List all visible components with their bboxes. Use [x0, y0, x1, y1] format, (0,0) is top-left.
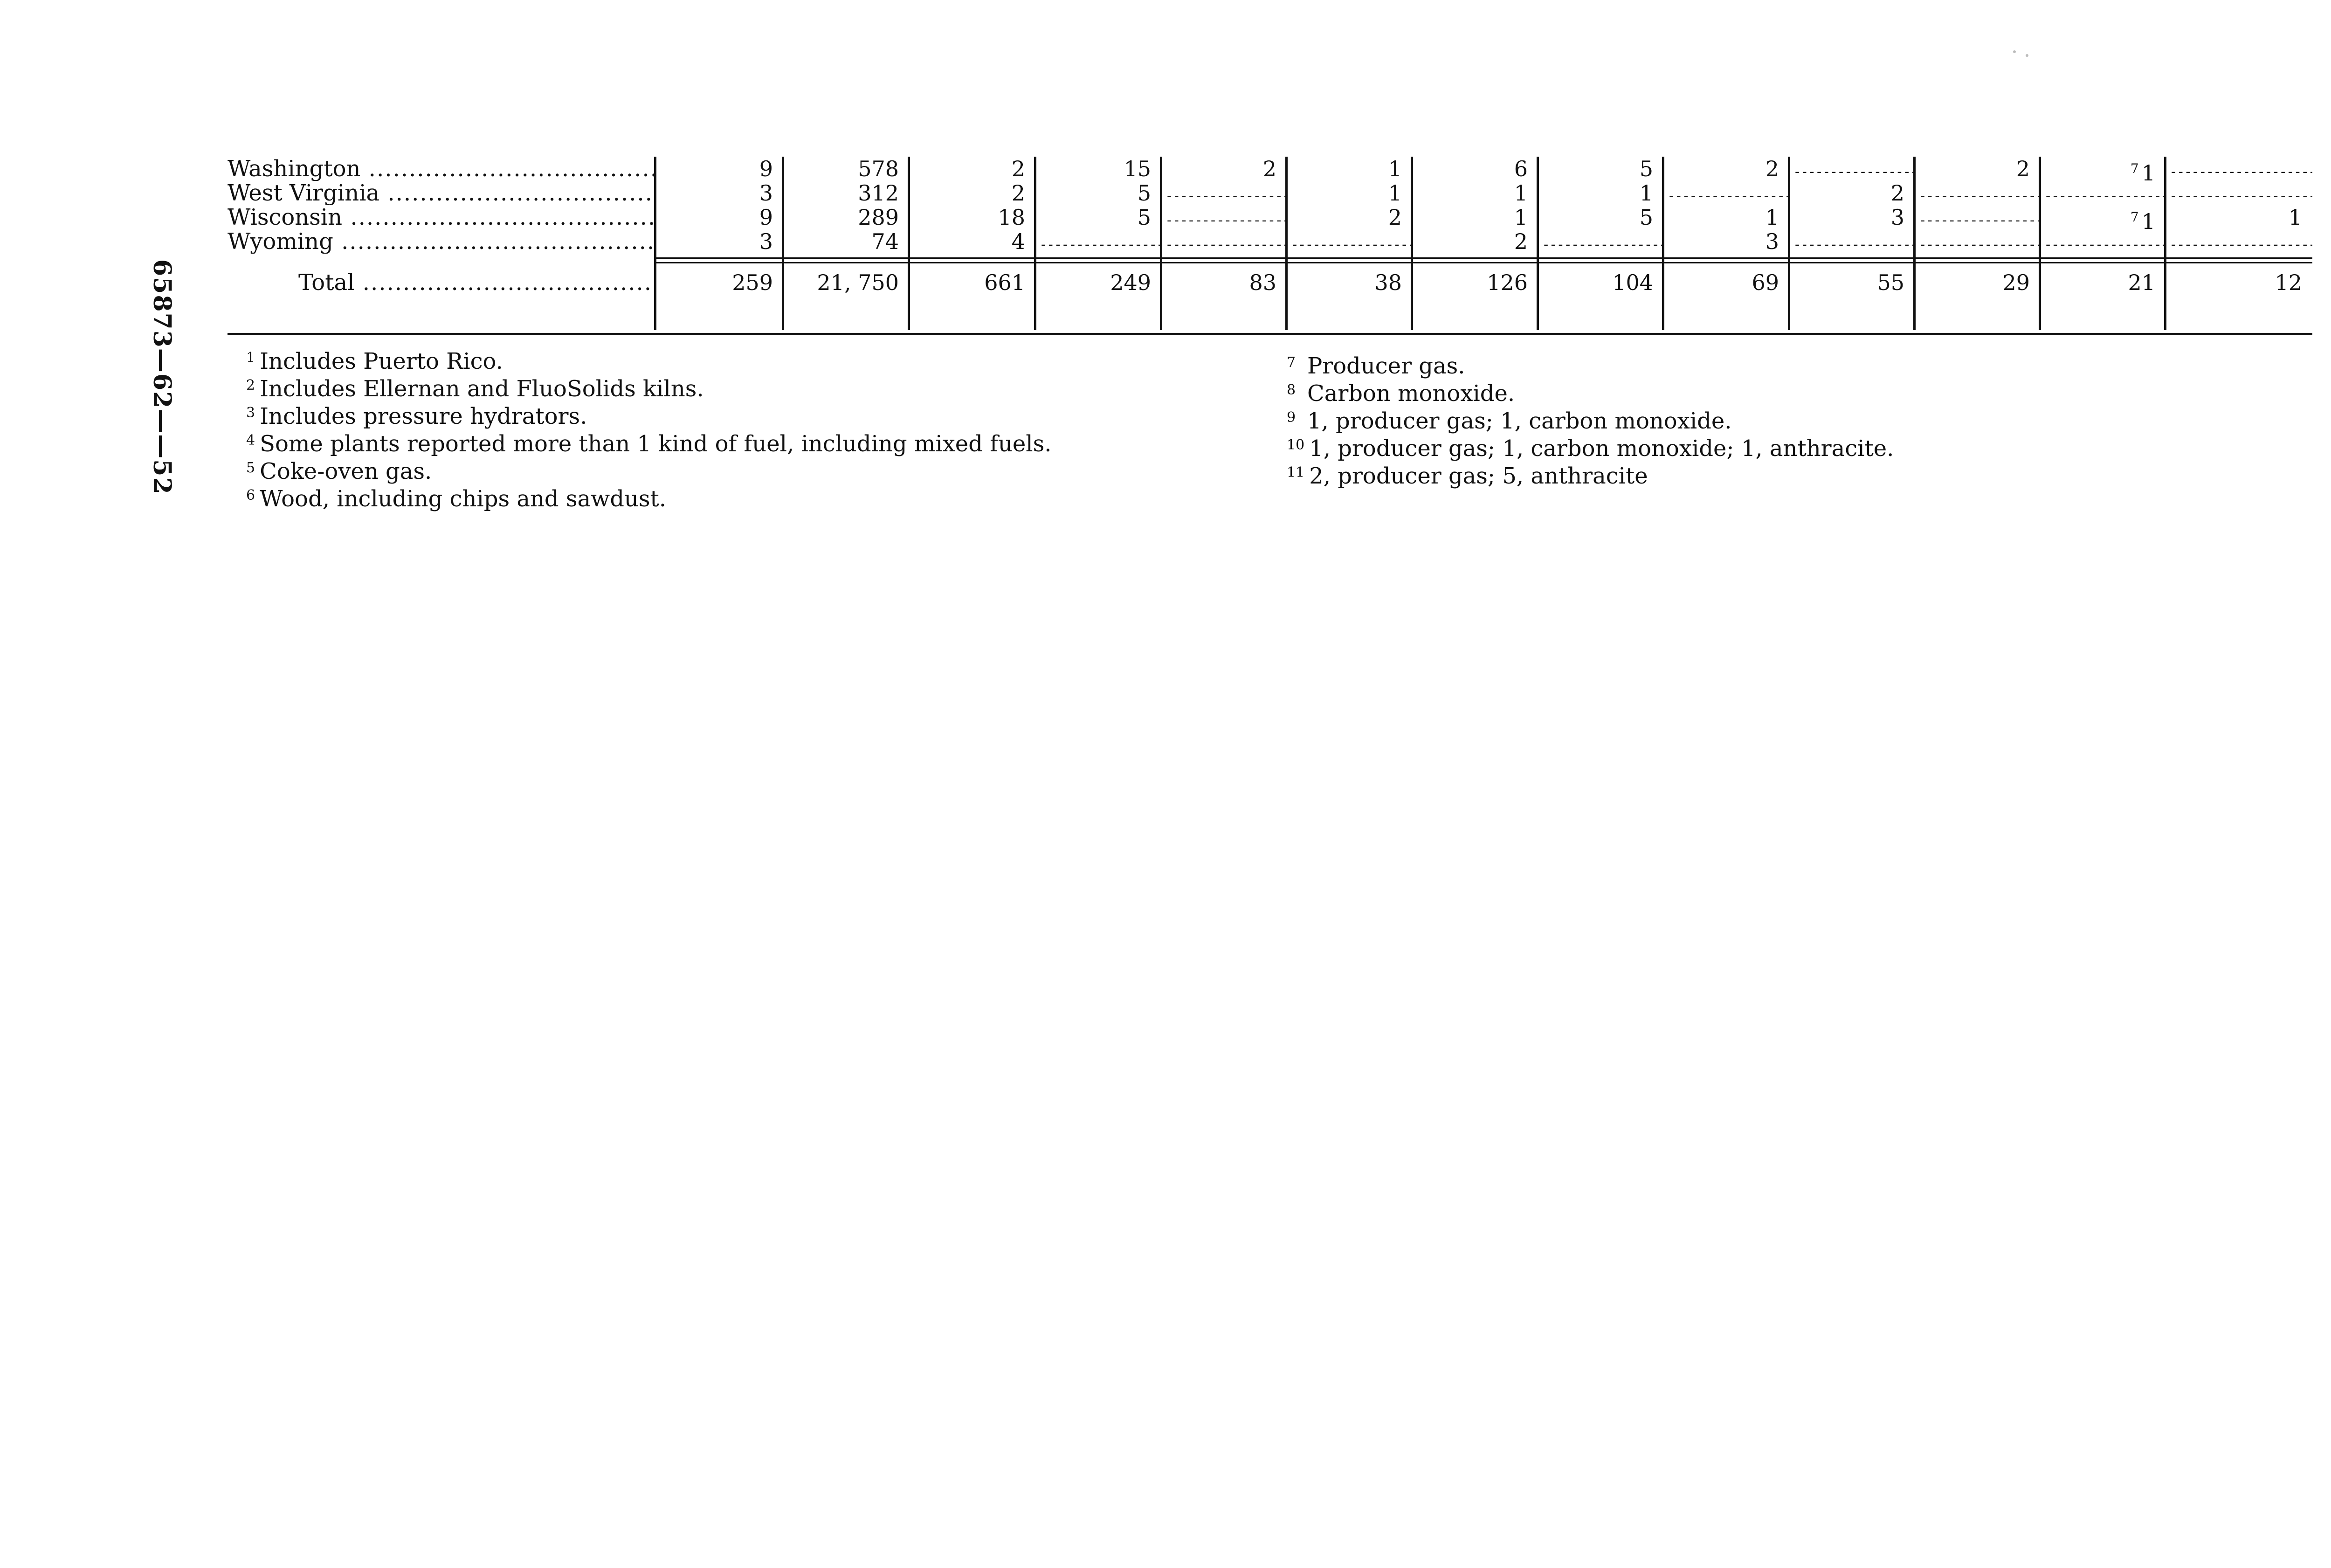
- footnote-ref: 7: [2130, 209, 2139, 225]
- empty-cell-leader: [1915, 229, 2040, 254]
- footnote-ref: 7: [2130, 161, 2139, 176]
- cell-value: 9: [759, 156, 773, 181]
- footnote-text: 1, producer gas; 1, carbon monoxide.: [1307, 408, 1732, 434]
- table-rule: [228, 333, 2312, 335]
- table-cell: [1789, 205, 1915, 229]
- table-cell: [2040, 270, 2165, 295]
- table-cell: [655, 270, 783, 295]
- table-cell: [783, 157, 909, 181]
- table-cell: [909, 205, 1035, 229]
- footnote-number: 1: [246, 350, 255, 366]
- empty-cell-leader: [2040, 181, 2165, 205]
- cell-value: 1: [1765, 205, 1779, 230]
- empty-cell-leader: [2165, 229, 2312, 254]
- cell-value: 2: [1890, 180, 1904, 206]
- cell-value: 55: [1877, 270, 1904, 295]
- table-cell: [1412, 270, 1538, 295]
- footnote: [246, 401, 1052, 428]
- table-cell: [783, 270, 909, 295]
- footnote-number: 6: [246, 487, 255, 504]
- footnote: [246, 484, 1052, 511]
- footnote-number: 5: [246, 460, 255, 476]
- cell-value: 2: [1388, 205, 1402, 230]
- table-cell: [1161, 157, 1287, 181]
- table-cell: [655, 181, 783, 205]
- column-rule: [782, 157, 784, 330]
- row-label: Wyoming .....: [228, 229, 655, 254]
- table-cell: [909, 181, 1035, 205]
- cell-value: 2: [1011, 180, 1025, 206]
- cell-value: 2: [2016, 156, 2030, 181]
- cell-value: 21, 750: [817, 270, 899, 295]
- column-rule: [1285, 157, 1288, 330]
- cell-value: 249: [1110, 270, 1151, 295]
- footnote-text: Carbon monoxide.: [1307, 380, 1515, 407]
- table-cell: [1915, 270, 2040, 295]
- column-rule: [1411, 157, 1413, 330]
- table-cell: [1287, 157, 1412, 181]
- footnote-text: Producer gas.: [1307, 353, 1465, 379]
- table-row: [228, 229, 2312, 254]
- table-cell: [655, 205, 783, 229]
- table-cell: [2040, 157, 2165, 186]
- cell-value: 312: [858, 180, 899, 206]
- footnote-text: Wood, including chips and sawdust.: [260, 486, 667, 512]
- footnote-number: 3: [246, 405, 255, 421]
- table-cell: [1412, 205, 1538, 229]
- column-rule: [1913, 157, 1916, 330]
- table-cell: [1538, 181, 1663, 205]
- cell-value: 21: [2128, 270, 2155, 295]
- footnote-number: 4: [246, 432, 255, 449]
- cell-value: 83: [1249, 270, 1276, 295]
- table-cell: [655, 229, 783, 254]
- footnote: [246, 373, 1052, 401]
- empty-cell-leader: [1915, 205, 2040, 229]
- cell-value: 578: [858, 156, 899, 181]
- footnote: [1287, 461, 1894, 488]
- table-cell: [1035, 205, 1161, 229]
- footnote: [1287, 351, 1894, 378]
- empty-cell-leader: [1789, 229, 1915, 254]
- cell-value: 1: [1388, 156, 1402, 181]
- table-cell: [1035, 270, 1161, 295]
- footnote-text: 2, producer gas; 5, anthracite: [1309, 463, 1648, 489]
- cell-value: 2: [1765, 156, 1779, 181]
- column-rule: [1788, 157, 1790, 330]
- footnote: [1287, 378, 1894, 406]
- footnote-number: 8: [1287, 382, 1296, 398]
- table-cell: [1538, 157, 1663, 181]
- footnote-text: Includes Ellernan and FluoSolids kilns.: [260, 376, 704, 402]
- cell-value: 3: [1765, 229, 1779, 254]
- footnote: [246, 346, 1052, 373]
- empty-cell-leader: [1161, 205, 1287, 229]
- empty-cell-leader: [1915, 181, 2040, 205]
- footnote: [246, 428, 1052, 456]
- cell-value: 4: [1011, 229, 1025, 254]
- column-rule: [2039, 157, 2041, 330]
- cell-value: 38: [1374, 270, 1402, 295]
- table-cell: [1412, 229, 1538, 254]
- cell-value: 69: [1752, 270, 1779, 295]
- column-rule: [1160, 157, 1162, 330]
- table-cell: [2165, 270, 2312, 295]
- cell-value: 104: [1612, 270, 1653, 295]
- table-cell: [1161, 270, 1287, 295]
- cell-value: 3: [759, 180, 773, 206]
- empty-cell-leader: [1538, 229, 1663, 254]
- cell-value: 12: [2275, 270, 2302, 295]
- cell-value: 29: [2002, 270, 2030, 295]
- total-label: Total .....: [228, 270, 655, 295]
- table-rule: [655, 257, 2312, 259]
- cell-value: 259: [732, 270, 773, 295]
- empty-cell-leader: [1789, 157, 1915, 181]
- table-cell: [1663, 270, 1789, 295]
- table-rule: [655, 262, 2312, 263]
- table-row: [228, 205, 2312, 234]
- table-cell: [909, 270, 1035, 295]
- empty-cell-leader: [1035, 229, 1161, 254]
- table-cell: [1412, 181, 1538, 205]
- table-row: [228, 156, 2312, 186]
- cell-value: 9: [759, 205, 773, 230]
- table-cell: [909, 229, 1035, 254]
- cell-value: 6: [1514, 156, 1528, 181]
- footnotes-right: [1287, 351, 1894, 488]
- cell-value: 1: [1514, 205, 1528, 230]
- table-cell: [1287, 181, 1412, 205]
- empty-cell-leader: [2165, 181, 2312, 205]
- column-rule: [908, 157, 910, 330]
- document-code: 65873—62——52: [148, 259, 176, 495]
- cell-value: 289: [858, 205, 899, 230]
- cell-value: 1: [1514, 180, 1528, 206]
- row-label: Washington .....: [228, 157, 655, 181]
- column-rule: [1537, 157, 1539, 330]
- cell-value: 5: [1137, 205, 1151, 230]
- empty-cell-leader: [2165, 157, 2312, 181]
- cell-value: 5: [1639, 205, 1653, 230]
- table-cell: [1789, 181, 1915, 205]
- table-cell: [1287, 205, 1412, 229]
- cell-value: 1: [2141, 160, 2155, 186]
- cell-value: 1: [2288, 205, 2302, 230]
- cell-value: 2: [1514, 229, 1528, 254]
- column-rule: [2164, 157, 2166, 330]
- scan-speck: [2026, 54, 2028, 57]
- cell-value: 1: [2141, 209, 2155, 234]
- table-cell: [2165, 205, 2312, 229]
- empty-cell-leader: [1287, 229, 1412, 254]
- table-cell: [1035, 157, 1161, 181]
- table-cell: [655, 157, 783, 181]
- cell-value: 74: [871, 229, 899, 254]
- cell-value: 3: [1890, 205, 1904, 230]
- table-cell: [1538, 270, 1663, 295]
- empty-cell-leader: [2040, 229, 2165, 254]
- footnote-number: 10: [1287, 437, 1305, 453]
- cell-value: 2: [1262, 156, 1276, 181]
- row-label: West Virginia .....: [228, 181, 655, 205]
- column-rule: [654, 157, 656, 330]
- table-cell: [1663, 229, 1789, 254]
- table-cell: [1538, 205, 1663, 229]
- footnote: [246, 456, 1052, 484]
- cell-value: 18: [998, 205, 1025, 230]
- empty-cell-leader: [1161, 229, 1287, 254]
- footnote-text: Coke-oven gas.: [260, 458, 432, 484]
- scan-speck: [2013, 50, 2016, 53]
- footnote-text: Includes pressure hydrators.: [260, 403, 587, 429]
- table-cell: [1287, 270, 1412, 295]
- empty-cell-leader: [1663, 181, 1789, 205]
- footnote-text: Includes Puerto Rico.: [260, 348, 503, 374]
- cell-value: 5: [1137, 180, 1151, 206]
- cell-value: 126: [1487, 270, 1528, 295]
- footnote-number: 2: [246, 377, 255, 394]
- footnote-number: 9: [1287, 409, 1296, 426]
- cell-value: 5: [1639, 156, 1653, 181]
- cell-value: 1: [1639, 180, 1653, 206]
- row-label: Wisconsin .....: [228, 205, 655, 229]
- table-cell: [1412, 157, 1538, 181]
- table-cell: [1663, 157, 1789, 181]
- table-cell: [783, 181, 909, 205]
- footnote-number: 11: [1287, 464, 1305, 481]
- footnotes-left: [246, 346, 1052, 511]
- table-cell: [2040, 205, 2165, 234]
- cell-value: 1: [1388, 180, 1402, 206]
- cell-value: 661: [984, 270, 1025, 295]
- empty-cell-leader: [1161, 181, 1287, 205]
- column-rule: [1662, 157, 1664, 330]
- table-cell: [1915, 157, 2040, 181]
- column-rule: [1034, 157, 1036, 330]
- footnote-text: 1, producer gas; 1, carbon monoxide; 1, anthracite.: [1309, 435, 1894, 462]
- table-cell: [1789, 270, 1915, 295]
- cell-value: 15: [1124, 156, 1151, 181]
- footnote: [1287, 406, 1894, 433]
- footnote-number: 7: [1287, 354, 1296, 371]
- table-cell: [783, 205, 909, 229]
- footnote-text: Some plants reported more than 1 kind of fuel, including mixed fuels.: [260, 431, 1052, 457]
- table-cell: [1035, 181, 1161, 205]
- table-cell: [909, 157, 1035, 181]
- table-cell: [783, 229, 909, 254]
- table-row: [228, 181, 2312, 205]
- footnote: [1287, 433, 1894, 461]
- table-cell: [1663, 205, 1789, 229]
- cell-value: 3: [759, 229, 773, 254]
- table-total-row: [228, 270, 2312, 295]
- cell-value: 2: [1011, 156, 1025, 181]
